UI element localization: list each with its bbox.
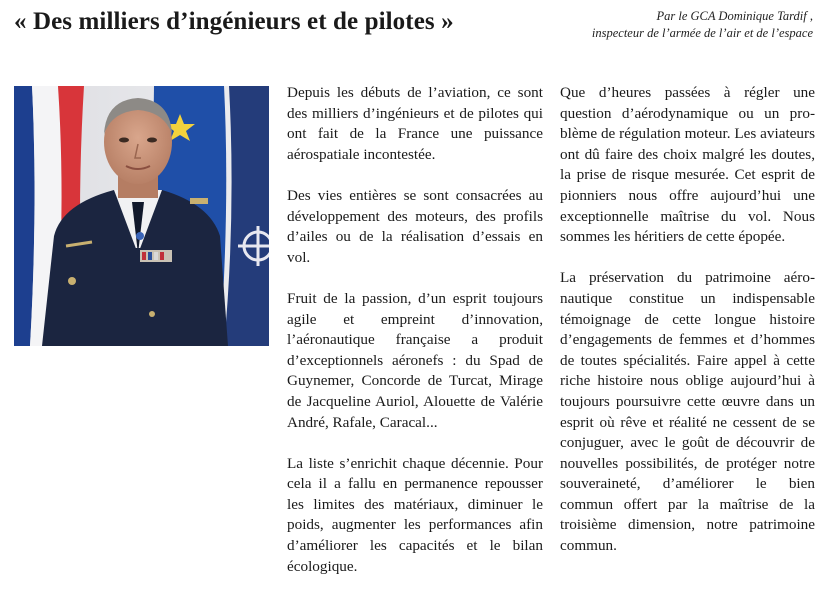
author-portrait bbox=[14, 86, 269, 346]
paragraph: Des vies entières se sont consacrées au développement des moteurs, des profils d’ailes ou de la réalisation d’essais en vol. bbox=[287, 186, 543, 266]
portrait-illustration bbox=[14, 86, 269, 346]
uniform bbox=[42, 190, 228, 346]
paragraph: Fruit de la passion, d’un esprit toujours agile et empreint d’innovation, l’aéronautique française a produit d’exceptionnels aéronefs : du Spad de Guynemer, Concorde de Turcat, Mirage de Jacqueline Auriol, Alouette de Valérie André, Rafale, Caracal... bbox=[287, 289, 543, 431]
paragraph: Depuis les débuts de l’aviation, ce sont des milliers d’ingénieurs et de pilotes qui ont fait de la France une puissance aérospatiale incontestée. bbox=[287, 84, 543, 163]
byline bbox=[592, 8, 813, 42]
text-column-left bbox=[287, 83, 543, 598]
paragraph: Que d’heures passées à régler une question d’aérodynamique ou un problème de régulation moteur. Les aviateurs ont dû faire des choix malgré les doutes, la prise de risque mesurée. Cet esprit de pionniers nous offre aujourd’hui une exceptionnelle maîtrise du vol. Nous sommes les héritiers de cette épopée. bbox=[560, 84, 815, 246]
byline-role: inspecteur de l’armée de l’air et de l’espace bbox=[591, 26, 813, 40]
paragraph: La liste s’enrichit chaque décennie. Pour cela il a fallu en permanence repousser les limites des matériaux, diminuer le poids, augmenter les performances afin d’améliorer les capacités et le bilan écologique. bbox=[287, 454, 543, 575]
byline-author: Par le GCA Dominique Tardif , bbox=[656, 9, 813, 23]
article-title: « Des milliers d’ingénieurs et de pilotes » bbox=[14, 8, 454, 35]
paragraph: La préservation du patrimoine aéronautique constitue un indispensable témoignage de cette longue histoire d’engagements de femmes et d’hommes de toutes spécialités. Faire appel à cette riche histoire nous oblige aujourd’hui à toujours poursuivre cette œuvre dans un esprit où rêve et réalité ne cessent de se conjuguer, avec le goût de découvrir de nouvelles possibilités, de protéger notre souveraineté, d’améliorer le bien commun offert par la maîtrise de la troisième dimension, notre patrimoine commun. bbox=[560, 269, 815, 555]
text-column-right bbox=[560, 83, 815, 577]
